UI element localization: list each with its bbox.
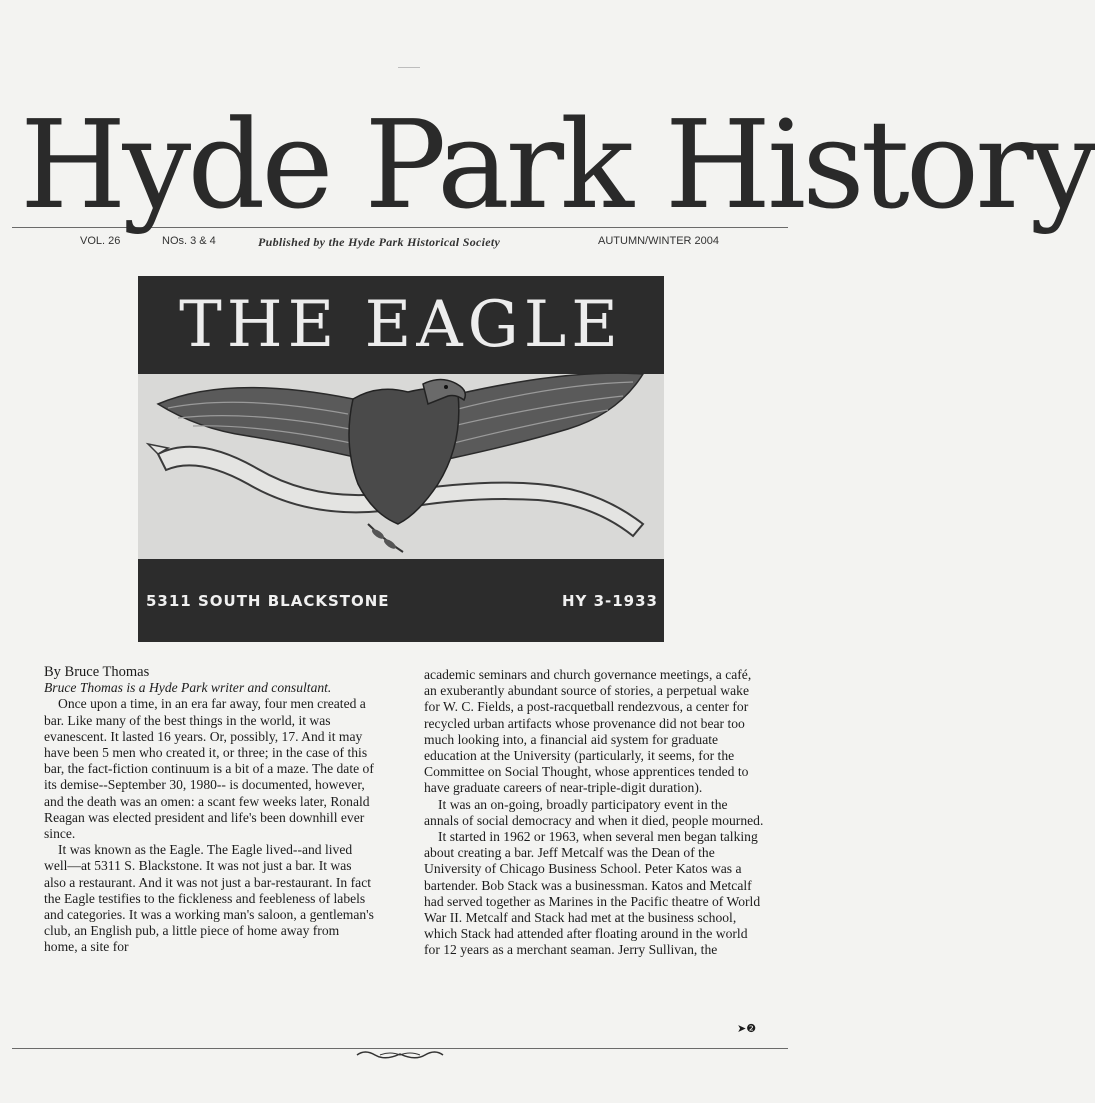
byline: By Bruce Thomas xyxy=(44,664,150,680)
sign-phone: HY 3-1933 xyxy=(561,592,658,610)
issue-numbers: NOs. 3 & 4 xyxy=(162,235,216,247)
paragraph-continuation: academic seminars and church governance meetings, a café, an exuberantly abundant source of stories, a perpetual wake for W. C. Fields, a post-racquetball rendezvous, a center for recycled urban artifacts whose provenance did not bear too much looking into, a financial aid system for graduate education at the University (particularly, it seems, for the Committee on Social Thought, whose apprentices tended to have graduate careers of near-triple-digit duration). xyxy=(424,667,752,796)
flourish-ornament-icon xyxy=(355,1049,445,1061)
masthead-title: Hyde Park History xyxy=(20,94,1095,236)
top-mark xyxy=(398,67,420,68)
continued-on-page-icon: ➤❷ xyxy=(737,1023,757,1035)
paragraph: Once upon a time, in an era far away, four men created a bar. Like many of the best things in the world, it was evanescent. It lasted 16 years. Or, possibly, 17. And it may have been 5 men who created it, or three; in the case of this bar, the fact-fiction continuum is a bit of a maze. The date of its demise--September 30, 1980-- is documented, however, and the death was an omen: a scant few weeks later, Ronald Reagan was elected president and life's been downhill ever since. xyxy=(44,696,374,842)
paragraph: It was known as the Eagle. The Eagle lived--and lived well—at 5311 S. Blackstone. It was not just a bar. It was also a restaurant. And it was not just a bar-restaurant. In fact the Eagle testifies to the fickleness and feebleness of labels and categories. It was a working man's saloon, a gentleman's club, an English pub, a little piece of home away from home, a site for xyxy=(44,842,374,955)
paragraph: It started in 1962 or 1963, when several men began talking about creating a bar. Jeff Metcalf was the Dean of the University of Chicago Business School. Peter Katos was a bartender. Bob Stack was a businessman. Katos and Metcalf had served together as Marines in the Pacific theatre of World War II. Metcalf and Stack had met at the business school, which Stack had attended after floating around in the world for 12 years as a merchant seaman. Jerry Sullivan, the xyxy=(424,829,761,958)
paragraph: It was an on-going, broadly participatory event in the annals of social democracy and when it died, people mourned. xyxy=(424,796,764,828)
article-column-right xyxy=(424,667,764,959)
article-column-left xyxy=(44,664,374,956)
volume-label: VOL. 26 xyxy=(80,235,121,247)
publisher-line: Published by the Hyde Park Historical Society xyxy=(258,235,501,249)
season-label: AUTUMN/WINTER 2004 xyxy=(598,235,720,247)
sign-title: THE EAGLE xyxy=(179,288,623,362)
masthead xyxy=(0,94,1095,250)
author-bio: Bruce Thomas is a Hyde Park writer and consultant. xyxy=(44,680,332,696)
eagle-emblem-icon xyxy=(138,374,664,559)
sign-address: 5311 SOUTH BLACKSTONE xyxy=(146,592,390,610)
eagle-sign-photo xyxy=(138,276,664,642)
